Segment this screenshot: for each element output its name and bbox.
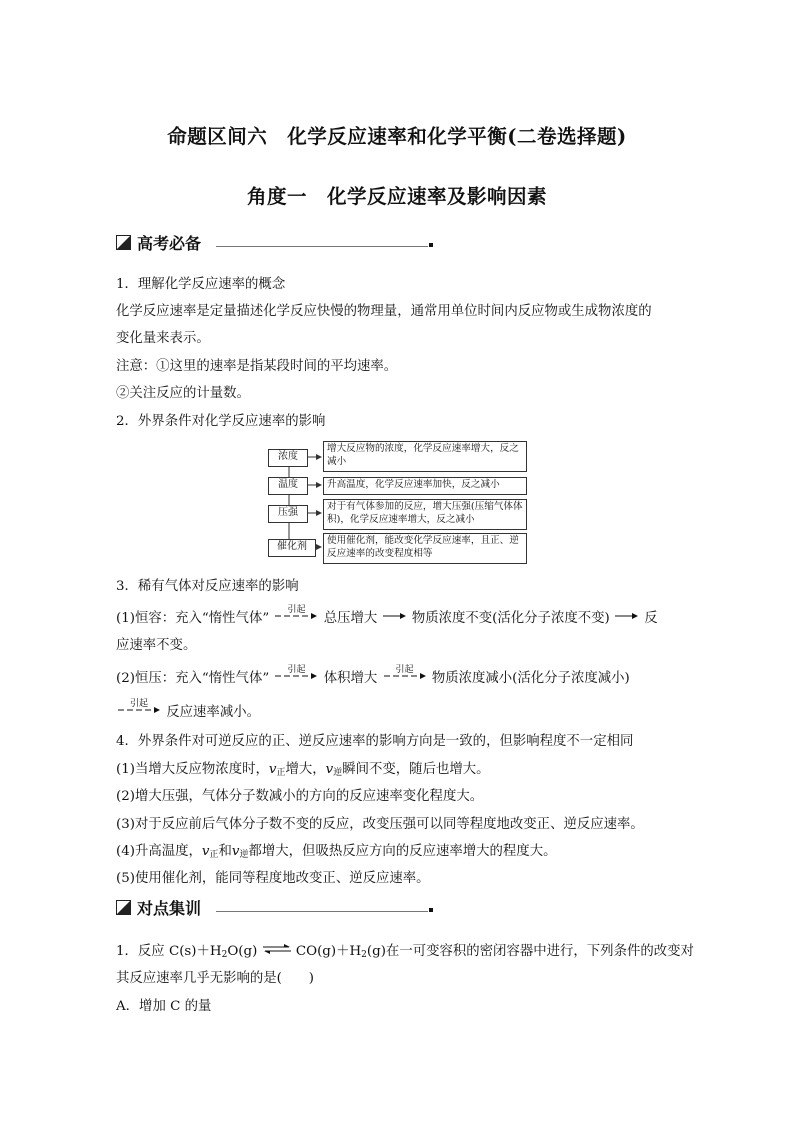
text-run: O(g) [227, 944, 258, 959]
heading-1: 1．理解化学反应速率的概念 [116, 277, 286, 292]
equilibrium-arrow-icon [262, 941, 292, 957]
diagram-node: 压强 [268, 505, 308, 523]
text-run: 反应速率减小。 [166, 705, 260, 720]
section-header-duidian [116, 897, 201, 917]
subscript: 正 [209, 850, 219, 860]
subscript: 2 [361, 950, 367, 960]
paragraph-line [116, 699, 260, 723]
answer-option-a: A．增加 C 的量 [116, 999, 212, 1014]
factors-diagram [266, 441, 528, 563]
section-divider [216, 246, 428, 247]
section-divider [216, 911, 428, 912]
paragraph-line: 化学反应速率是定量描述化学反应快慢的物理量，通常用单位时间内反应物或生成物浓度的 [116, 304, 652, 319]
text-run: 1．反应 C(s)＋H [116, 944, 222, 959]
paragraph-line: (3)对于反应前后气体分子数不变的反应，改变压强可以同等程度地改变正、逆反应速率。 [116, 817, 644, 832]
arrow-label: 引起 [130, 699, 149, 709]
text-run: 物质浓度不变(活化分子浓度不变) [411, 611, 610, 626]
subscript: 逆 [333, 768, 343, 778]
diagram-node: 浓度 [268, 449, 308, 467]
text-run: CO(g)＋H [295, 944, 362, 959]
heading-2: 2．外界条件对化学反应速率的影响 [116, 414, 326, 429]
section-divider-dot [429, 243, 433, 247]
text-run: 增大， [285, 762, 326, 777]
velocity-symbol: v [325, 762, 334, 777]
arrow-label: 引起 [395, 665, 414, 675]
arrow-yinqi [116, 699, 162, 718]
arrow-yinqi [382, 665, 428, 684]
diagram-node: 温度 [268, 477, 308, 495]
question-1 [116, 941, 694, 965]
square-triangle-icon [116, 900, 131, 915]
diagram-description: 使用催化剂，能改变化学反应速率，且正、逆反应速率的改变程度相等 [323, 533, 527, 564]
subscript: 逆 [239, 850, 249, 860]
text-run: 都增大，但吸热反应方向的反应速率增大的程度大。 [248, 844, 557, 859]
section-title: 对点集训 [137, 898, 202, 918]
square-triangle-icon [116, 235, 131, 250]
paragraph-line: 变化量来表示。 [116, 331, 210, 346]
text-run: (4)升高温度， [116, 844, 202, 859]
section-header-gaokao [116, 232, 201, 252]
text-run: (g)在一可变容积的密闭容器中进行，下列条件的改变对 [366, 944, 694, 959]
diagram-description: 增大反应物的浓度，化学反应速率增大，反之减小 [323, 441, 527, 472]
paragraph-line [116, 605, 658, 629]
text-run: 总压增大 [323, 611, 378, 626]
text-run: (2)恒压：充入“惰性气体” [116, 671, 270, 686]
heading-4: 4．外界条件对可逆反应的正、逆反应速率的影响方向是一致的，但影响程度不一定相同 [116, 734, 634, 749]
diagram-description: 升高温度，化学反应速率加快，反之减小 [323, 477, 527, 495]
text-run: 反 [644, 611, 658, 626]
paragraph-line: (2)增大压强，气体分子数减小的方向的反应速率变化程度大。 [116, 789, 484, 804]
text-run: (1)恒容：充入“惰性气体” [116, 611, 270, 626]
velocity-symbol: v [231, 844, 240, 859]
text-run: 和 [218, 844, 232, 859]
document-title: 命题区间六 化学反应速率和化学平衡(二卷选择题) [167, 125, 627, 148]
text-run: (1)当增大反应物浓度时， [116, 762, 269, 777]
heading-3: 3．稀有气体对反应速率的影响 [116, 579, 299, 594]
section-title: 高考必备 [137, 233, 202, 253]
arrow-icon [614, 608, 640, 624]
paragraph-line: 注意：①这里的速率是指某段时间的平均速率。 [116, 359, 398, 374]
subscript: 正 [276, 768, 286, 778]
velocity-symbol: v [201, 844, 210, 859]
diagram-node: 催化剂 [268, 539, 316, 557]
diagram-description: 对于有气体参加的反应，增大压强(压缩气体体积)，化学反应速率增大，反之减小 [323, 499, 527, 530]
text-run: 瞬间不变，随后也增大。 [342, 762, 490, 777]
text-run: 体积增大 [323, 671, 378, 686]
section-subtitle: 角度一 化学反应速率及影响因素 [246, 185, 547, 208]
velocity-symbol: v [268, 762, 277, 777]
text-run: 物质浓度减小(活化分子浓度减小) [431, 671, 630, 686]
arrow-yinqi [273, 605, 319, 624]
paragraph-line [116, 665, 630, 689]
paragraph-line [116, 842, 556, 865]
arrow-yinqi [273, 665, 319, 684]
paragraph-line: 其反应速率几乎无影响的是( ) [116, 971, 314, 986]
paragraph-line: 应速率不变。 [116, 638, 197, 653]
subscript: 2 [221, 950, 228, 960]
arrow-label: 引起 [287, 665, 306, 675]
arrow-label: 引起 [287, 605, 306, 615]
paragraph-line [116, 760, 490, 783]
arrow-icon [382, 608, 408, 624]
section-divider-dot [429, 908, 433, 912]
paragraph-line: (5)使用催化剂，能同等程度地改变正、逆反应速率。 [116, 871, 430, 886]
paragraph-line: ②关注反应的计量数。 [116, 386, 250, 401]
